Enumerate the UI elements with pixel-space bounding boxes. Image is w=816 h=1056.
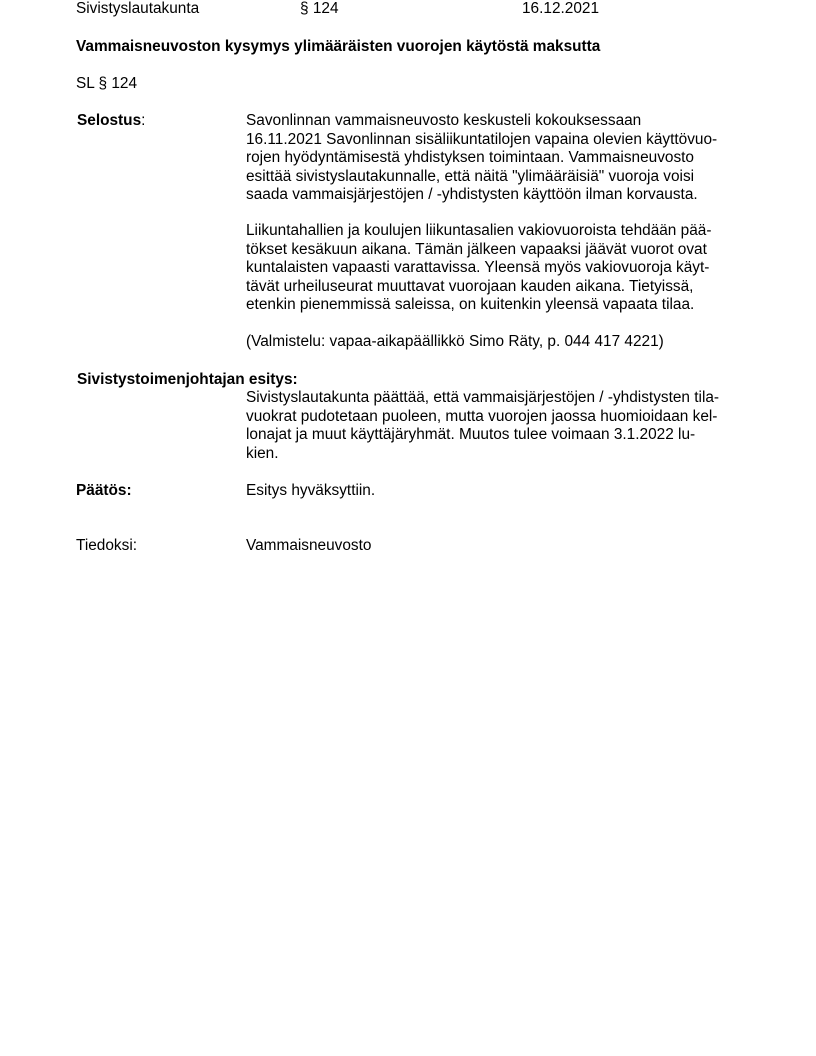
paragraph-line: rojen hyödyntämisestä yhdistyksen toimintaan. Vammaisneuvosto <box>246 149 694 167</box>
selostus-paragraph-1 <box>246 112 746 205</box>
esitys-label: Sivistystoimenjohtajan esitys: <box>77 371 298 388</box>
committee-name: Sivistyslautakunta <box>76 0 200 17</box>
paragraph-line: Savonlinnan vammaisneuvosto keskusteli kokouksessaan <box>246 112 642 129</box>
paragraph-line: Liikuntahallien ja koulujen liikuntasalien vakiovuoroista tehdään pää- <box>246 222 712 239</box>
paatos-label: Päätös: <box>76 482 132 499</box>
paragraph-line: saada vammaisjärjestöjen / -yhdistysten käyttöön ilman korvausta. <box>246 186 698 204</box>
esitys-text <box>246 389 746 463</box>
paragraph-line: tävät urheiluseurat muuttavat vuorojaan kauden aikana. Tietyissä, <box>246 277 694 295</box>
tiedoksi-label: Tiedoksi: <box>76 537 138 554</box>
selostus-paragraph-2 <box>246 222 746 315</box>
paatos-text: Esitys hyväksyttiin. <box>246 482 376 499</box>
selostus-label: Selostus <box>77 112 142 129</box>
preparer-note: (Valmistelu: vapaa-aikapäällikkö Simo Räty, p. 044 417 4221) <box>246 333 664 350</box>
reference: SL § 124 <box>76 75 138 92</box>
paragraph-line: 16.11.2021 Savonlinnan sisäliikuntatilojen vapaina olevien käyttövuo- <box>246 130 718 148</box>
paragraph-line: Sivistyslautakunta päättää, että vammaisjärjestöjen / -yhdistysten tila- <box>246 389 720 406</box>
meeting-date: 16.12.2021 <box>522 0 600 17</box>
selostus-label-suffix: : <box>141 112 146 129</box>
document-title: Vammaisneuvoston kysymys ylimääräisten vuorojen käytöstä maksutta <box>76 38 601 55</box>
paragraph-line: tökset kesäkuun aikana. Tämän jälkeen vapaaksi jäävät vuorot ovat <box>246 240 707 258</box>
paragraph-line: kien. <box>246 444 279 462</box>
paragraph-line: esittää sivistyslautakunnalle, että näitä "ylimääräisiä" vuoroja voisi <box>246 167 695 185</box>
paragraph-line: lonajat ja muut käyttäjäryhmät. Muutos tulee voimaan 3.1.2022 lu- <box>246 426 696 444</box>
paragraph-line: etenkin pienemmissä saleissa, on kuitenkin yleensä vapaata tilaa. <box>246 296 695 314</box>
tiedoksi-text: Vammaisneuvosto <box>246 537 372 554</box>
section-number: § 124 <box>300 0 339 17</box>
paragraph-line: vuokrat pudotetaan puoleen, mutta vuorojen jaossa huomioidaan kel- <box>246 407 718 425</box>
selostus-heading <box>77 112 145 130</box>
paragraph-line: kuntalaisten vapaasti varattavissa. Yleensä myös vakiovuoroja käyt- <box>246 259 710 277</box>
